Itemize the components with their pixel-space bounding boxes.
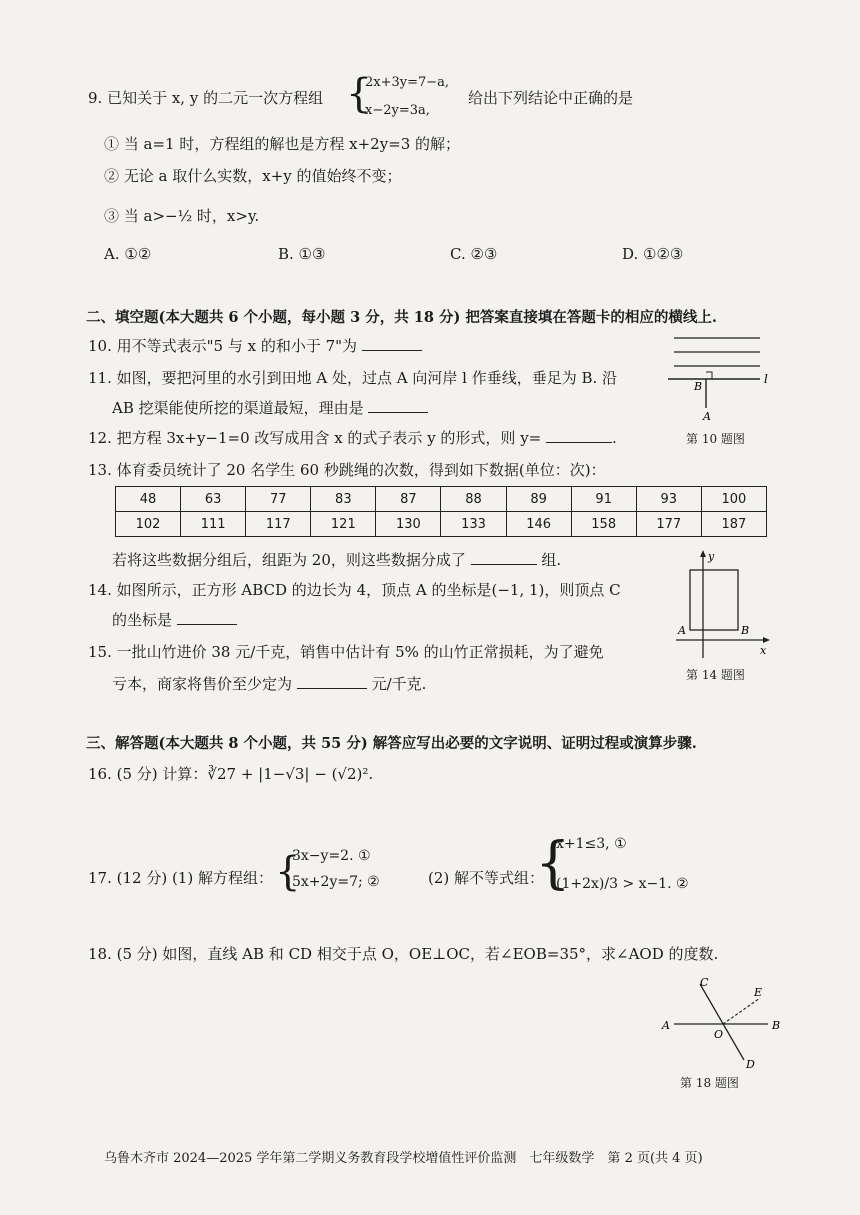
q9-option-d: D. ①②③: [622, 245, 684, 263]
figure-18-caption: 第 18 题图: [680, 1076, 739, 1090]
q9-option-b: B. ①③: [278, 245, 326, 263]
x-axis-arrow: [763, 637, 770, 643]
table-cell: 133: [441, 512, 506, 537]
q14-line1: 14. 如图所示，正方形 ABCD 的边长为 4，顶点 A 的坐标是(−1, 1)，则顶点 C: [88, 581, 621, 599]
label-l: l: [764, 372, 768, 386]
label-x: x: [760, 644, 767, 657]
right-angle-mark: [706, 372, 712, 379]
table-cell: 121: [311, 512, 376, 537]
q18: 18. (5 分) 如图，直线 AB 和 CD 相交于点 O，OE⊥OC，若∠EOB=35°，求∠AOD 的度数.: [88, 945, 719, 963]
table-cell: 187: [701, 512, 766, 537]
label-a: A: [703, 410, 711, 423]
q12: 12. 把方程 3x+y−1=0 改写成用含 x 的式子表示 y 的形式，则 y= .: [88, 429, 617, 447]
q17-ineq1: x+1≤3, ①: [556, 836, 627, 852]
label-d: D: [746, 1058, 755, 1071]
q10: 10. 用不等式表示"5 与 x 的和小于 7"为: [88, 336, 422, 356]
q11-line1: 11. 如图，要把河里的水引到田地 A 处，过点 A 向河岸 l 作垂线，垂足为 B. 沿: [88, 369, 618, 387]
q9-option-a: A. ①②: [104, 245, 152, 263]
q15-line1: 15. 一批山竹进价 38 元/千克，销售中估计有 5% 的山竹正常损耗，为了避免: [88, 643, 604, 661]
q17-brace-1: {: [275, 849, 301, 895]
square-abcd: [690, 570, 738, 630]
section-3-heading: 三、解答题(本大题共 8 个小题，共 55 分) 解答应写出必要的文字说明、证明过程或演算步骤.: [86, 735, 697, 752]
q9-statement-1: ① 当 a=1 时，方程组的解也是方程 x+2y=3 的解；: [104, 135, 461, 153]
q10-blank: [362, 336, 422, 351]
q14-blank: [177, 610, 237, 625]
q13-blank: [471, 550, 537, 565]
table-cell: 177: [636, 512, 701, 537]
figure-14: [670, 548, 775, 668]
table-cell: 77: [246, 487, 311, 512]
table-cell: 83: [311, 487, 376, 512]
table-cell: 93: [636, 487, 701, 512]
q17-eq1: 3x−y=2. ①: [292, 848, 371, 864]
q9-eq2: x−2y=3a,: [365, 103, 430, 118]
table-row: [116, 512, 767, 537]
q9-eq1: 2x+3y=7−a,: [365, 75, 450, 90]
table-cell: 63: [181, 487, 246, 512]
table-cell: 100: [701, 487, 766, 512]
q13-followup: 若将这些数据分组后，组距为 20，则这些数据分成了 组.: [112, 551, 562, 569]
q17-brace-2: {: [535, 831, 571, 896]
figure-18: [656, 972, 796, 1072]
q11-line2: AB 挖渠能使所挖的渠道最短，理由是: [112, 398, 428, 418]
q13: 13. 体育委员统计了 20 名学生 60 秒跳绳的次数，得到如下数据(单位：次)：: [88, 461, 606, 479]
label-a: A: [678, 624, 686, 637]
label-b: B: [694, 380, 703, 393]
table-cell: 146: [506, 512, 571, 537]
table-cell: 111: [181, 512, 246, 537]
figure-14-caption: 第 14 题图: [686, 668, 745, 682]
page-footer: 乌鲁木齐市 2024—2025 学年第二学期义务教育段学校增值性评价监测 七年级数学 第 2 页(共 4 页): [104, 1151, 703, 1166]
label-c: C: [700, 976, 709, 989]
q15-line2: 亏本，商家将售价至少定为 元/千克.: [112, 675, 427, 693]
q9-option-c: C. ②③: [450, 245, 498, 263]
table-cell: 158: [571, 512, 636, 537]
table-row: [116, 487, 767, 512]
table-cell: 91: [571, 487, 636, 512]
ray-oe: [723, 998, 760, 1024]
figure-10-caption: 第 10 题图: [686, 432, 745, 446]
label-b: B: [741, 624, 750, 637]
q9-statement-2: ② 无论 a 取什么实数，x+y 的值始终不变；: [104, 167, 402, 185]
section-2-heading: 二、填空题(本大题共 6 个小题，每小题 3 分，共 18 分) 把答案直接填在答题卡的相应的横线上.: [86, 309, 717, 326]
table-cell: 48: [116, 487, 181, 512]
q15-blank: [297, 674, 367, 689]
q11-blank: [368, 398, 428, 413]
label-a: A: [662, 1019, 670, 1032]
table-cell: 117: [246, 512, 311, 537]
q17-part2-label: (2) 解不等式组：: [428, 869, 545, 887]
q9-statement-3: ③ 当 a>−½ 时，x>y.: [104, 207, 260, 225]
y-axis-arrow: [700, 550, 706, 557]
table-cell: 130: [376, 512, 441, 537]
table-cell: 102: [116, 512, 181, 537]
table-cell: 87: [376, 487, 441, 512]
table-cell: 89: [506, 487, 571, 512]
table-cell: 88: [441, 487, 506, 512]
label-o: O: [714, 1028, 724, 1041]
q17-ineq2: (1+2x)/3 > x−1. ②: [556, 876, 689, 892]
q9-stem: 9. 已知关于 x, y 的二元一次方程组: [88, 89, 324, 107]
label-b: B: [772, 1019, 781, 1032]
q17-part1-label: 17. (12 分) (1) 解方程组：: [88, 869, 273, 887]
label-e: E: [754, 986, 763, 999]
line-cd: [700, 984, 744, 1060]
q12-blank: [546, 428, 612, 443]
q17-eq2: 5x+2y=7; ②: [292, 874, 380, 890]
q14-line2: 的坐标是: [112, 610, 237, 630]
q16: 16. (5 分) 计算：∛27 + |1−√3| − (√2)².: [88, 765, 374, 783]
q9-stem-post: 给出下列结论中正确的是: [468, 89, 634, 107]
q9-brace: {: [346, 71, 372, 117]
jump-rope-data-table: [115, 486, 767, 537]
label-y: y: [708, 550, 715, 563]
